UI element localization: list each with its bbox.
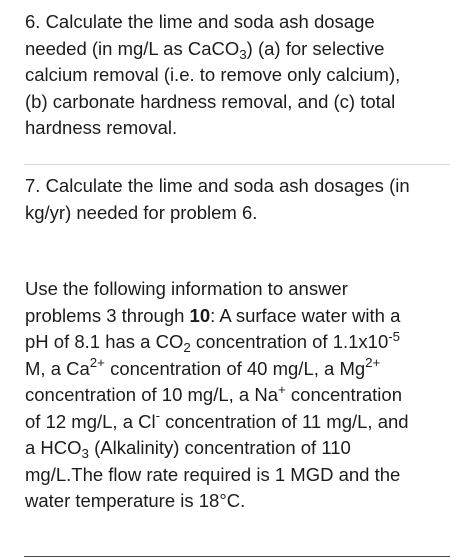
text-run: concentration bbox=[285, 384, 402, 405]
text-run: needed (in mg/L as CaCO bbox=[25, 37, 240, 59]
info-line: water temperature is 18°C. bbox=[25, 490, 246, 511]
info-line: mg/L.The flow rate required is 1 MGD and the bbox=[25, 463, 401, 485]
info-line bbox=[25, 435, 465, 462]
problem-7-text bbox=[25, 173, 465, 226]
superscript: + bbox=[277, 381, 286, 397]
bold-problem-number: 10 bbox=[189, 304, 211, 326]
text-run: problems 3 through bbox=[25, 304, 190, 326]
subscript: 3 bbox=[81, 446, 89, 462]
section-divider bbox=[24, 164, 450, 165]
superscript: 2+ bbox=[365, 355, 381, 371]
bottom-divider bbox=[24, 556, 450, 557]
subscript: 3 bbox=[239, 46, 247, 62]
text-run: a HCO bbox=[25, 437, 82, 458]
info-line bbox=[25, 303, 465, 330]
text-run: : A surface water with a bbox=[210, 304, 401, 326]
problem-6-text bbox=[25, 9, 465, 142]
text-run: concentration of 10 mg/L, a Na bbox=[25, 384, 278, 405]
text-run: M, a Ca bbox=[25, 357, 90, 379]
subscript: 2 bbox=[183, 340, 191, 356]
text-run: concentration of 40 mg/L, a Mg bbox=[104, 357, 366, 379]
info-line bbox=[25, 329, 465, 356]
info-line: Use the following information to answer bbox=[25, 278, 348, 299]
info-line bbox=[25, 409, 465, 436]
problem-6-line: (b) carbonate hardness removal, and (c) total bbox=[25, 90, 396, 112]
problem-6-line: hardness removal. bbox=[25, 117, 178, 138]
info-line bbox=[25, 382, 465, 409]
superscript: 2+ bbox=[89, 355, 105, 371]
problem-6-line: calcium removal (i.e. to remove only calcium), bbox=[25, 64, 401, 85]
text-run: ) (a) for selective bbox=[246, 37, 385, 59]
text-run: (Alkalinity) concentration of 110 bbox=[88, 437, 351, 458]
problem-6-line: 6. Calculate the lime and soda ash dosage bbox=[25, 11, 375, 32]
problem-6-line bbox=[25, 36, 465, 63]
superscript: - bbox=[155, 408, 161, 424]
given-information-text bbox=[25, 276, 465, 515]
info-line bbox=[25, 356, 465, 383]
text-run: of 12 mg/L, a Cl bbox=[25, 410, 156, 432]
problem-7-line: 7. Calculate the lime and soda ash dosages (in bbox=[25, 175, 410, 196]
text-run: concentration of 1.1x10 bbox=[190, 331, 389, 352]
text-run: pH of 8.1 has a CO bbox=[25, 331, 184, 352]
problem-7-line: kg/yr) needed for problem 6. bbox=[25, 201, 258, 223]
text-run: concentration of 11 mg/L, and bbox=[160, 410, 409, 432]
superscript: -5 bbox=[388, 328, 401, 344]
